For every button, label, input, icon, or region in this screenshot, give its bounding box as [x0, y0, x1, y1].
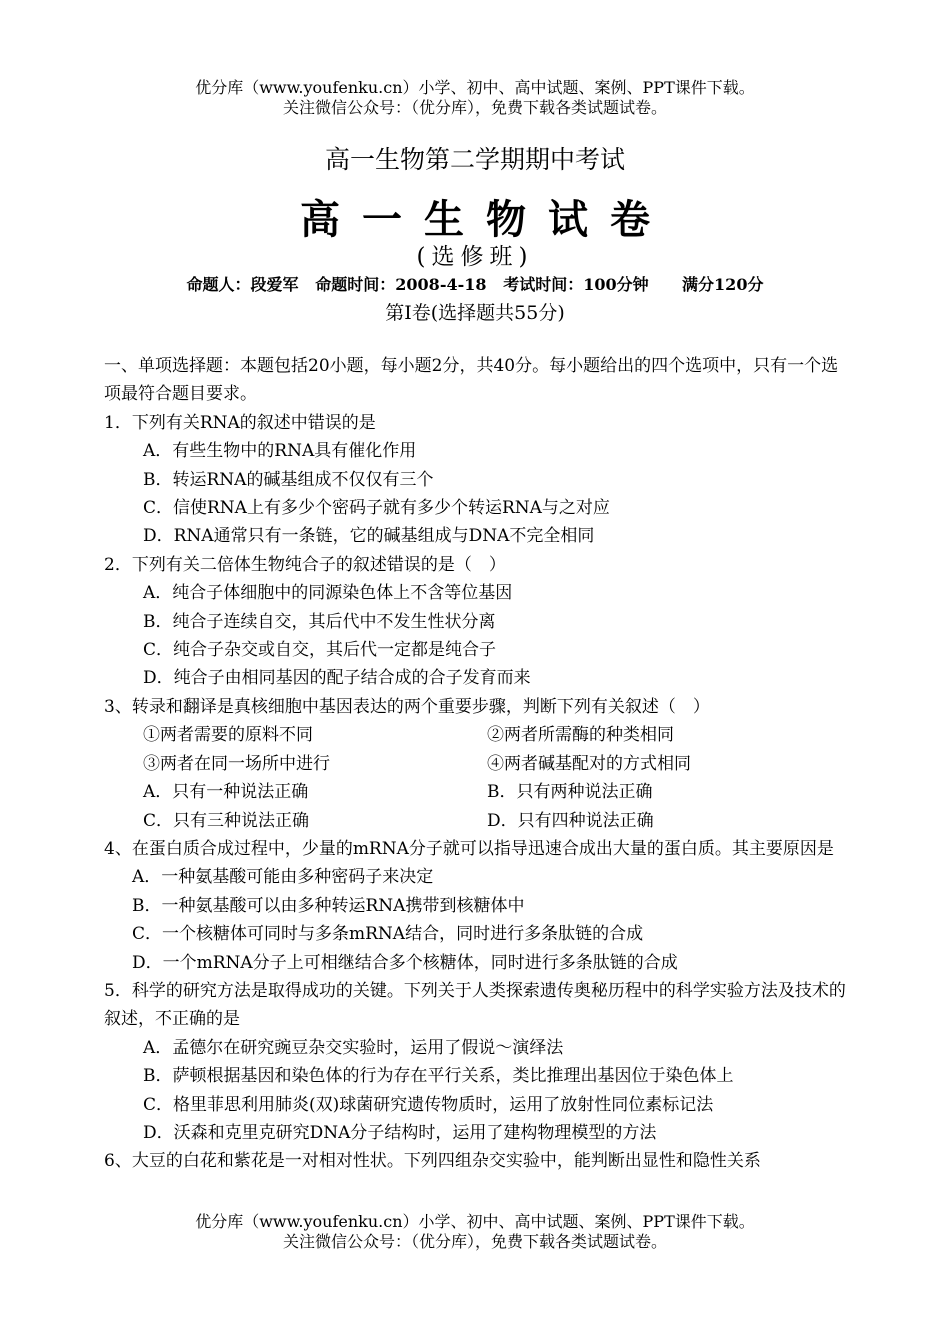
q1-stem: 1．下列有关RNA的叙述中错误的是 — [104, 412, 376, 433]
q3-stem: 3、转录和翻译是真核细胞中基因表达的两个重要步骤，判断下列有关叙述（ ） — [104, 696, 710, 717]
q3-statement-4: ④两者碱基配对的方式相同 — [487, 753, 691, 774]
q5-option-d: D．沃森和克里克研究DNA分子结构时，运用了建构物理模型的方法 — [143, 1122, 657, 1143]
footer-line2: 关注微信公众号：（优分库），免费下载各类试题试卷。 — [282, 1232, 667, 1251]
q6-stem: 6、大豆的白花和紫花是一对相对性状。下列四组杂交实验中，能判断出显性和隐性关系 — [104, 1151, 761, 1172]
q5-stem: 5．科学的研究方法是取得成功的关键。下列关于人类探索遗传奥秘历程中的科学实验方法及技术的叙述，不正确的是 — [104, 980, 846, 1030]
q1-option-c: C．信使RNA上有多少个密码子就有多少个转运RNA与之对应 — [143, 498, 610, 519]
q4-option-b: B．一种氨基酸可以由多种转运RNA携带到核糖体中 — [132, 895, 525, 916]
q5-option-c: C．格里菲思利用肺炎(双)球菌研究遗传物质时，运用了放射性同位素标记法 — [143, 1094, 714, 1115]
q1-option-a: A．有些生物中的RNA具有催化作用 — [143, 441, 417, 462]
exam-meta — [0, 272, 950, 295]
meta-score: 满分120分 — [682, 275, 764, 294]
q1-option-b: B．转运RNA的碱基组成不仅仅有三个 — [143, 469, 434, 490]
footer-line1: 优分库（www.youfenku.cn）小学、初中、高中试题、案例、PPT课件下载。 — [195, 1212, 755, 1231]
meta-date: 命题时间：2008-4-18 — [315, 275, 487, 294]
q2-stem: 2．下列有关二倍体生物纯合子的叙述错误的是（ ） — [104, 554, 506, 575]
header-line2: 关注微信公众号：（优分库），免费下载各类试题试卷。 — [282, 98, 667, 117]
q1-option-d: D．RNA通常只有一条链，它的碱基组成与DNA不完全相同 — [143, 526, 595, 547]
section-title: 第Ⅰ卷(选择题共55分) — [385, 302, 565, 324]
meta-author: 命题人：段爱军 — [186, 275, 299, 294]
question-body — [104, 352, 852, 1176]
q3-option-c: C．只有三种说法正确 — [143, 810, 310, 831]
footer — [0, 1212, 950, 1252]
q2-option-b: B．纯合子连续自交，其后代中不发生性状分离 — [143, 611, 496, 632]
header-top — [0, 78, 950, 118]
q2-option-a: A．纯合子体细胞中的同源染色体上不含等位基因 — [143, 583, 513, 604]
q4-option-d: D．一个mRNA分子上可相继结合多个核糖体，同时进行多条肽链的合成 — [132, 952, 678, 973]
q2-option-c: C．纯合子杂交或自交，其后代一定都是纯合子 — [143, 640, 497, 661]
class-label: (选修班) — [416, 244, 534, 270]
q3-option-b: B．只有两种说法正确 — [487, 782, 653, 803]
section-intro: 一、单项选择题：本题包括20小题，每小题2分，共40分。每小题给出的四个选项中，只有一个选项最符合题目要求。 — [104, 356, 839, 405]
q3-statements-2 — [104, 750, 852, 778]
q3-options-ab — [104, 778, 852, 806]
meta-duration: 考试时间：100分钟 — [503, 275, 649, 294]
header-line1: 优分库（www.youfenku.cn）小学、初中、高中试题、案例、PPT课件下载。 — [195, 78, 755, 97]
q3-statement-1: ①两者需要的原料不同 — [143, 725, 313, 746]
q3-statements-1 — [104, 721, 852, 749]
q5-option-b: B．萨顿根据基因和染色体的行为存在平行关系，类比推理出基因位于染色体上 — [143, 1066, 734, 1087]
q3-option-d: D．只有四种说法正确 — [487, 810, 654, 831]
q4-option-c: C．一个核糖体可同时与多条mRNA结合，同时进行多条肽链的合成 — [132, 924, 644, 945]
q5-option-a: A．孟德尔在研究豌豆杂交实验时，运用了假说～演绎法 — [143, 1037, 564, 1058]
q3-option-a: A．只有一种说法正确 — [143, 782, 309, 803]
q3-statement-2: ②两者所需酶的种类相同 — [487, 725, 674, 746]
q4-option-a: A．一种氨基酸可能由多种密码子来决定 — [132, 867, 434, 888]
exam-title: 高一生物第二学期期中考试 — [324, 145, 625, 174]
q4-stem: 4、在蛋白质合成过程中，少量的mRNA分子就可以指导迅速合成出大量的蛋白质。其主要原因是 — [104, 838, 834, 859]
q2-option-d: D．纯合子由相同基因的配子结合成的合子发育而来 — [143, 668, 531, 689]
q3-options-cd — [104, 807, 852, 835]
paper-title: 高一生物试卷 — [300, 197, 672, 243]
q3-statement-3: ③两者在同一场所中进行 — [143, 753, 330, 774]
